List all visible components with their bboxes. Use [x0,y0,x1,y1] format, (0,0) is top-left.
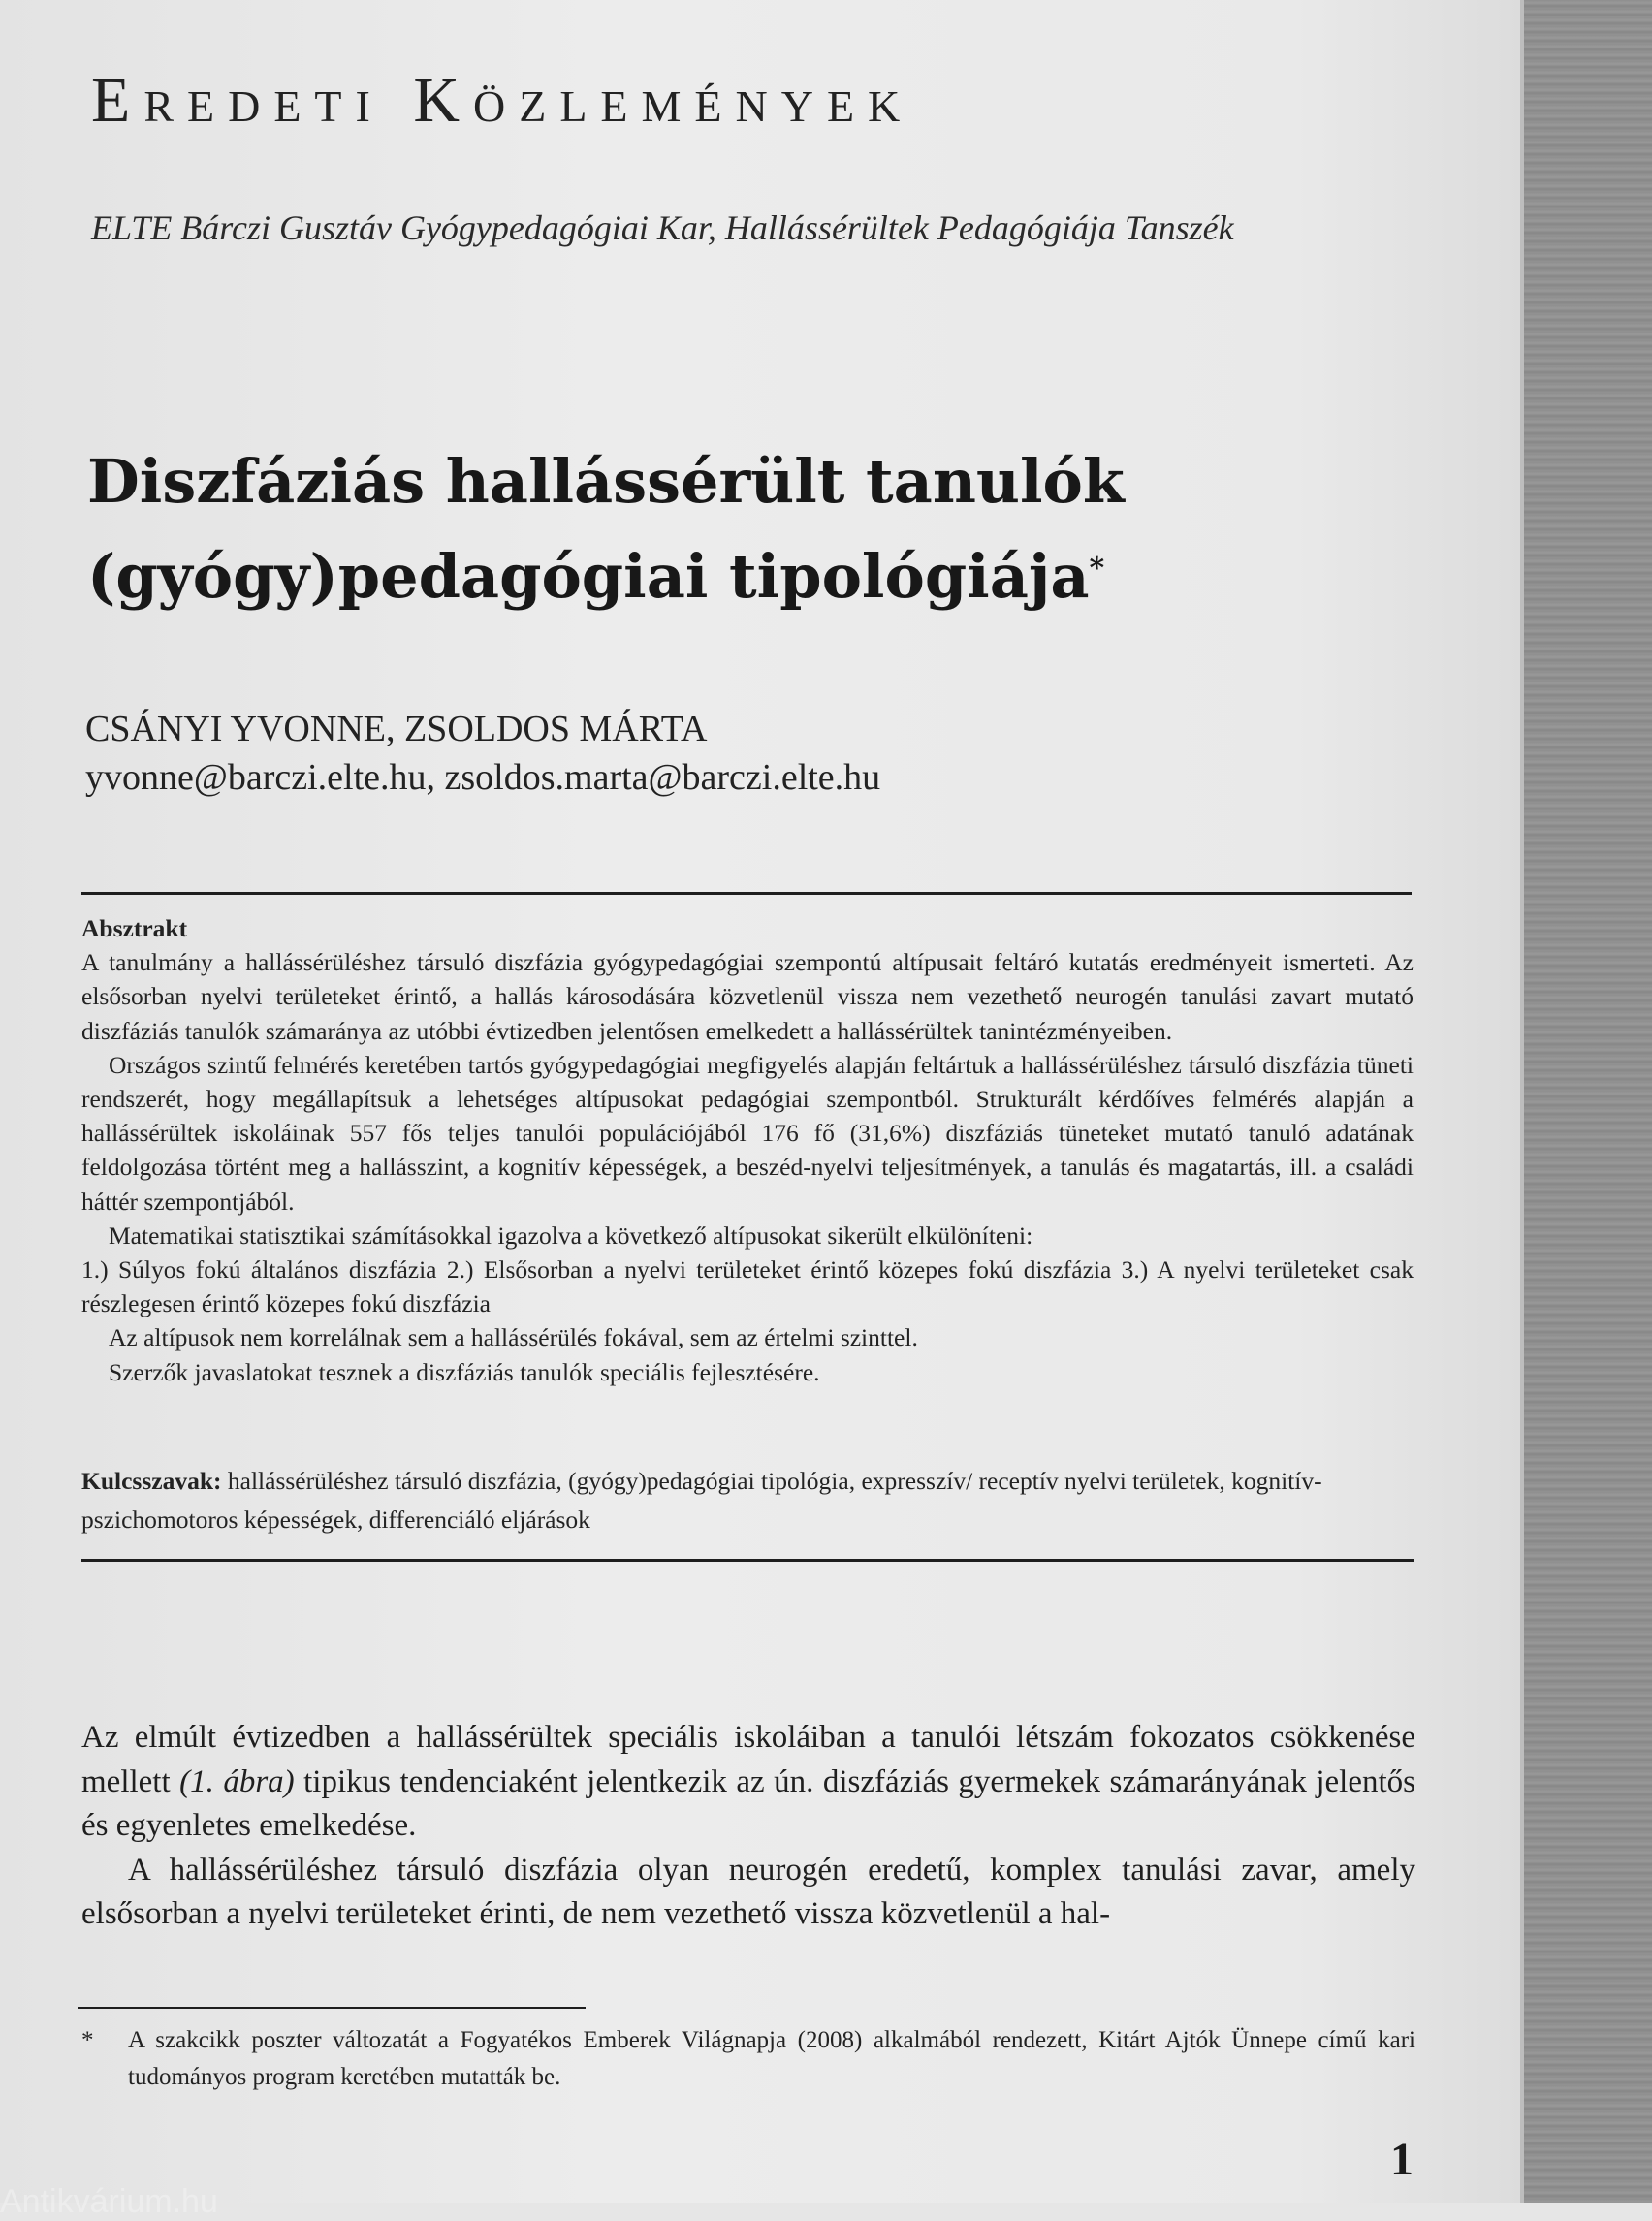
authors: CSÁNYI YVONNE, ZSOLDOS MÁRTA [85,709,708,749]
title-line-2-text: (gyógy)pedagógiai tipológiája [87,541,1090,612]
abstract-bottom-rule [81,1559,1414,1562]
footnote-rule [78,2007,586,2009]
abstract-paragraph-2: Országos szintű felmérés keretében tartós gyógypedagógiai megfigyelés alapján feltártuk a hallássérüléshez társuló diszfázia tüneti rendszerét, hogy megállapítsuk a lehetséges altípusokat pedagógiai szempontból. Strukturált kérdőíves felmérés alapján a hallássérültek iskoláinak 557 fős teljes tanulói populációjából 176 fő (31,6%) diszfáziás tüneteket mutató tanuló adatának feldolgozása történt meg a hallásszint, a kognitív képességek, a beszéd-nyelvi teljesítmények, a tanulás és magatartás, ill. a családi háttér szempontjából. [81,1050,1414,1216]
keywords [81,1462,1414,1539]
figure-reference: (1. ábra) [179,1763,295,1799]
body-paragraph-1 [81,1716,1415,1849]
institution-line: ELTE Bárczi Gusztáv Gyógypedagógiai Kar, Hallássérültek Pedagógiája Tanszék [91,208,1234,247]
body-paragraph-1-start: Az elmúlt évtizedben a hallássérültek speciális iskoláiban a tanulói létszám fokozatos csökkenése mellett [81,1720,1415,1799]
abstract-paragraph-6: Szerzők javaslatokat tesznek a diszfáziás tanulók speciális fejlesztésére. [109,1357,820,1386]
abstract-top-rule [81,892,1412,895]
keywords-text: hallássérüléshez társuló diszfázia, (gyógy)pedagógiai tipológia, expresszív/ receptív nyelvi területek, kognitív-pszichomotoros képességek, differenciáló eljárások [81,1467,1322,1534]
keywords-label: Kulcsszavak: [81,1467,222,1495]
article-title [87,434,1348,624]
title-footnote-mark: * [1089,552,1105,586]
body-paragraph-2: A hallássérüléshez társuló diszfázia olyan neurogén eredetű, komplex tanulási zavar, amely elsősorban a nyelvi területeket érinti, de nem vezethető vissza közvetlenül a hal- [81,1852,1415,1931]
abstract-paragraph-1: A tanulmány a hallássérüléshez társuló diszfázia gyógypedagógiai szempontú altípusait feltáró kutatás eredményeit ismerteti. Az elsősorban nyelvi területeket érintő, a hallás károsodására közvetlenül vissza nem vezethető neurogén tanulási zavart mutató diszfáziás tanulók számaránya az utóbbi évtizedben jelentősen emelkedett a hallássérültek tanintézményeiben. [81,948,1414,1045]
body-paragraph-1-end: tipikus tendenciaként jelentkezik az ún. diszfáziás gyermekek számarányának jelentős és egyenletes emelkedése. [81,1763,1415,1843]
abstract [81,911,1414,1389]
title-line-2 [87,529,1348,624]
body-text [81,1716,1415,1937]
watermark: Antikvárium.hu [0,2183,218,2220]
footnote [81,2022,1415,2096]
title-line-1: Diszfáziás hallássérült tanulók [87,446,1125,517]
author-emails: yvonne@barczi.elte.hu, zsoldos.marta@barczi.elte.hu [85,757,881,798]
abstract-paragraph-4: 1.) Súlyos fokú általános diszfázia 2.) Elsősorban a nyelvi területeket érintő közepes fokú diszfázia 3.) A nyelvi területeket csak részlegesen érintő közepes fokú diszfázia [81,1255,1414,1318]
book-gutter [1524,0,1652,2203]
abstract-paragraph-3: Matematikai statisztikai számításokkal igazolva a következő altípusokat sikerült elkülöníteni: [109,1221,1033,1250]
footnote-text: A szakcikk poszter változatát a Fogyatékos Emberek Világnapja (2008) alkalmából rendezett, Kitárt Ajtók Ünnepe című kari tudományos program keretében mutatták be. [128,2027,1415,2090]
page-number: 1 [1390,2134,1414,2185]
section-header: Eredeti Közlemények [91,65,914,136]
abstract-paragraph-5: Az altípusok nem korrelálnak sem a hallássérülés fokával, sem az értelmi szinttel. [109,1323,918,1352]
footnote-mark: * [81,2027,94,2053]
abstract-heading: Absztrakt [81,914,188,942]
